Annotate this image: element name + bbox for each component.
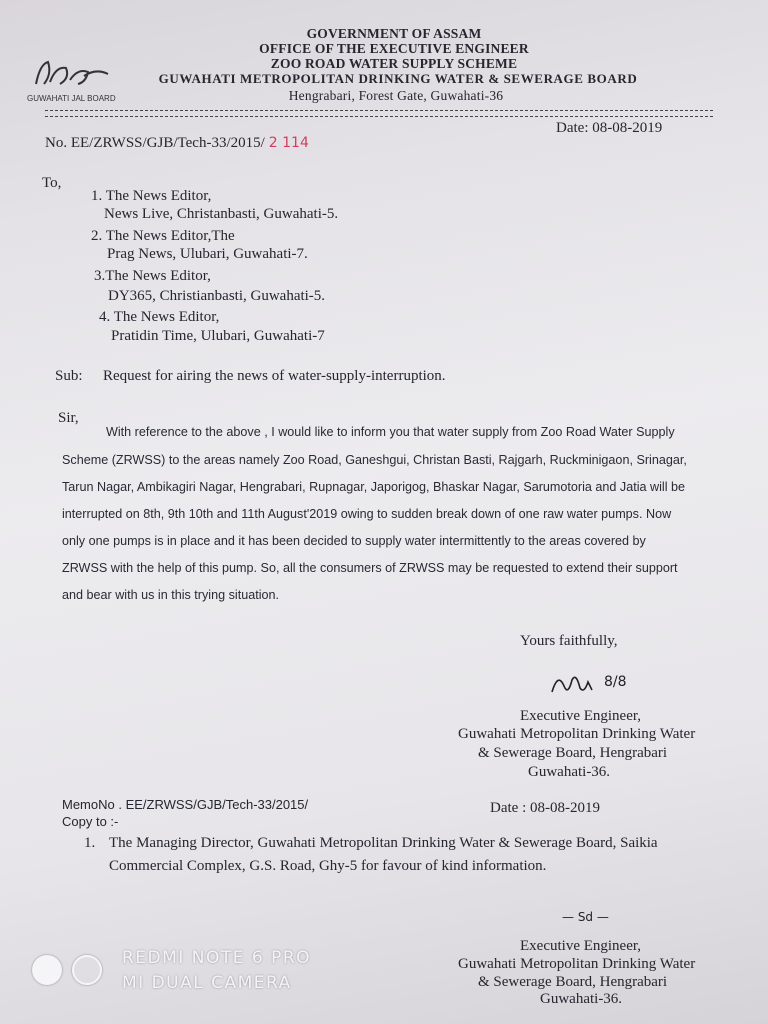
signoff-title: Executive Engineer, [520,708,642,724]
watermark-line-2: MI DUAL CAMERA [122,973,292,993]
body-line-7: and bear with us in this trying situation. [62,588,280,602]
recipient-3-line-2: DY365, Christianbasti, Guwahati-5. [108,288,326,304]
memo-number: MemoNo . EE/ZRWSS/GJB/Tech-33/2015/ [62,797,309,812]
memo-date: Date : 08-08-2019 [490,800,600,816]
signoff-org-3: Guwahati-36. [528,764,611,780]
signoff-org-1: Guwahati Metropolitan Drinking Water [458,726,696,742]
body-line-5: only one pumps is in place and it has been decided to supply water intermittently to the areas covered by [62,534,646,548]
recipient-2-line-1: 2. The News Editor,The [91,228,235,244]
signoff-org-2: & Sewerage Board, Hengrabari [478,745,668,761]
watermark-dot-filled-icon [32,955,62,985]
recipient-4-line-1: 4. The News Editor, [99,309,220,325]
subject-label: Sub: [55,368,83,384]
to-label: To, [42,175,62,191]
body-line-4: interrupted on 8th, 9th 10th and 11th August'2019 owing to sudden break down of one raw water pumps. Now [62,507,672,521]
salutation: Sir, [58,410,79,426]
watermark-line-1: REDMI NOTE 6 PRO [122,948,312,968]
recipient-2-line-2: Prag News, Ulubari, Guwahati-7. [107,246,308,262]
letter-date: Date: 08-08-2019 [556,120,663,136]
body-line-6: ZRWSS with the help of this pump. So, all the consumers of ZRWSS may be requested to extend their support [62,561,678,575]
subject-text: Request for airing the news of water-supply-interruption. [103,368,446,384]
header-line-5: Hengrabari, Forest Gate, Guwahati-36 [288,88,504,103]
signature-scribble-icon [548,668,608,700]
recipient-3-line-1: 3.The News Editor, [94,268,211,284]
body-line-2: Scheme (ZRWSS) to the areas namely Zoo Road, Ganeshgui, Christan Basti, Rajgarh, Ruckminigaon, Srinagar, [62,453,687,467]
signoff2-org-1: Guwahati Metropolitan Drinking Water [458,956,696,972]
body-line-3: Tarun Nagar, Ambikagiri Nagar, Hengrabari, Rupnagar, Japorigog, Bhaskar Nagar, Sarumotoria and Jatia will be [62,480,686,494]
header-line-3: ZOO ROAD WATER SUPPLY SCHEME [270,56,518,71]
copy-to-label: Copy to :- [62,814,119,829]
signoff2-title: Executive Engineer, [520,938,642,954]
copy-item-number: 1. [84,835,96,851]
sd-mark: — Sd — [562,910,609,924]
recipient-1-line-2: News Live, Christanbasti, Guwahati-5. [104,206,339,222]
header-divider-2 [45,116,713,117]
body-line-1: With reference to the above , I would like to inform you that water supply from Zoo Road Water Supply [106,425,675,439]
header-line-4: GUWAHATI METROPOLITAN DRINKING WATER & SEWERAGE BOARD [158,71,638,86]
header-divider [45,110,713,111]
header-line-1: GOVERNMENT OF ASSAM [306,26,482,41]
copy-item-line-2: Commercial Complex, G.S. Road, Ghy-5 for favour of kind information. [109,858,547,874]
closing: Yours faithfully, [520,633,618,649]
recipient-1-line-1: 1. The News Editor, [91,188,212,204]
header-line-2: OFFICE OF THE EXECUTIVE ENGINEER [259,41,529,56]
reference-number: No. EE/ZRWSS/GJB/Tech-33/2015/ 2 114 [45,135,309,151]
handwritten-ref: 2 114 [268,135,309,151]
signature-date: 8/8 [604,674,627,690]
copy-item-line-1: The Managing Director, Guwahati Metropolitan Drinking Water & Sewerage Board, Saikia [109,835,658,851]
watermark-dot-outline-icon [72,955,102,985]
logo-text: GUWAHATI JAL BOARD [27,94,116,103]
signoff2-org-3: Guwahati-36. [540,991,623,1007]
signoff2-org-2: & Sewerage Board, Hengrabari [478,974,668,990]
recipient-4-line-2: Pratidin Time, Ulubari, Guwahati-7 [111,328,325,344]
